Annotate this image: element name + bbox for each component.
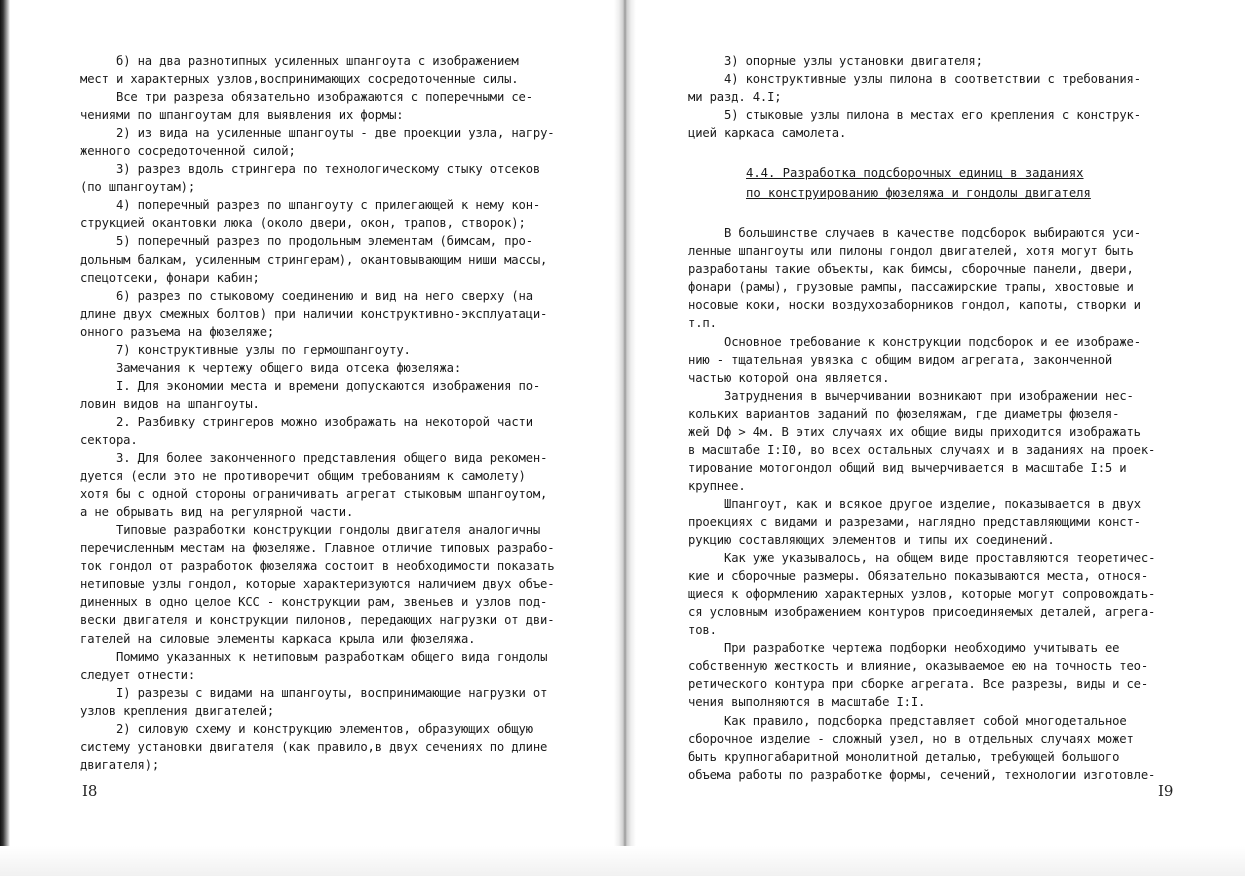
text-line: т.п. bbox=[688, 316, 717, 331]
right-page bbox=[688, 52, 1178, 784]
text-line: ми разд. 4.I; bbox=[688, 90, 782, 105]
text-line: спецотсеки, фонари кабин; bbox=[80, 270, 260, 285]
text-line: жей Dф > 4м. В этих случаях их общие виды приходится изображать bbox=[688, 424, 1141, 439]
text-line: собственную жесткость и влияние, оказываемое ею на точность тео- bbox=[688, 659, 1148, 674]
text-line: двигателя); bbox=[80, 757, 160, 772]
text-line: Как уже указывалось, на общем виде проставляются теоретичес- bbox=[724, 551, 1156, 566]
text-line: частью которой она является. bbox=[688, 370, 890, 385]
text-line: ся условным изображением контуров присоединяемых деталей, агрега- bbox=[688, 605, 1156, 620]
text-line: б) на два разнотипных усиленных шпангоута с изображением bbox=[116, 54, 519, 68]
text-line: разработаны такие объекты, как бимсы, сборочные панели, двери, bbox=[688, 262, 1134, 277]
text-line: в масштабе I:I0, во всех остальных случаях и в заданиях на проек- bbox=[688, 442, 1156, 457]
text-line: длине двух смежных болтов) при наличии конструктивно-эксплуатаци- bbox=[80, 306, 548, 321]
text-line: ленные шпангоуты или пилоны гондол двигателей, хотя могут быть bbox=[688, 244, 1134, 259]
page-bottom-shadow bbox=[0, 846, 1245, 876]
text-line: В большинстве случаев в качестве подсборок выбираются уси- bbox=[724, 226, 1141, 241]
text-line: 7) конструктивные узлы по гермошпангоуту. bbox=[116, 342, 411, 357]
text-line: крупнее. bbox=[688, 478, 746, 493]
text-line: дуется (если это не противоречит общим требованиям к самолету) bbox=[80, 469, 526, 484]
text-line: (по шпангоутам); bbox=[80, 180, 195, 195]
text-line: струкцией окантовки люка (около двери, окон, трапов, створок); bbox=[80, 216, 526, 231]
section-heading bbox=[688, 164, 1178, 204]
text-line: 2) силовую схему и конструкцию элементов, образующих общую bbox=[116, 721, 533, 736]
text-line: Шпангоут, как и всякое другое изделие, показывается в двух bbox=[724, 496, 1141, 511]
text-line: нетиповые узлы гондол, которые характеризуются наличием двух объе- bbox=[80, 577, 555, 592]
text-line: тов. bbox=[688, 623, 717, 638]
text-line: При разработке чертежа подборки необходимо учитывать ее bbox=[724, 641, 1120, 656]
text-line: 3) опорные узлы установки двигателя; bbox=[724, 54, 983, 68]
text-line: женного сосредоточенной силой; bbox=[80, 144, 296, 159]
text-line: сборочное изделие - сложный узел, но в отдельных случаях может bbox=[688, 731, 1134, 746]
left-page-text bbox=[80, 52, 570, 774]
text-line: ловин видов на шпангоуты. bbox=[80, 396, 260, 411]
text-line: Как правило, подсборка представляет собой многодетальное bbox=[724, 713, 1127, 728]
text-line: цией каркаса самолета. bbox=[688, 126, 847, 141]
text-line: I) разрезы с видами на шпангоуты, воспринимающие нагрузки от bbox=[116, 685, 548, 700]
text-line: дольным балкам, усиленным стрингерам), окантовывающим ниши массы, bbox=[80, 252, 548, 267]
text-line: ретического контура при сборке агрегата. Все разрезы, виды и се- bbox=[688, 677, 1148, 692]
text-line: 2. Разбивку стрингеров можно изображать на некоторой части bbox=[116, 414, 533, 429]
text-line: 3. Для более законченного представления общего вида рекомен- bbox=[116, 451, 548, 466]
text-line: Типовые разработки конструкции гондолы двигателя аналогичны bbox=[116, 523, 541, 538]
text-line: Помимо указанных к нетиповым разработкам общего вида гондолы bbox=[116, 649, 548, 664]
text-line: носовые коки, носки воздухозаборников гондол, капоты, створки и bbox=[688, 298, 1141, 313]
text-line: кие и сборочные размеры. Обязательно показываются места, относя- bbox=[688, 569, 1148, 584]
text-line: мест и характерных узлов,воспринимающих сосредоточенные силы. bbox=[80, 72, 519, 87]
text-line: 4) конструктивные узлы пилона в соответствии с требования- bbox=[724, 72, 1141, 87]
text-line: Основное требование к конструкции подсборок и ее изображе- bbox=[724, 334, 1141, 349]
text-line: а не обрывать вид на регулярной части. bbox=[80, 505, 354, 520]
text-line: 6) разрез по стыковому соединению и вид на него сверху (на bbox=[116, 288, 533, 303]
right-page-list bbox=[688, 52, 1178, 142]
right-page-number: I9 bbox=[1158, 782, 1174, 800]
text-line: тирование мотогондол общий вид вычерчивается в масштабе I:5 и bbox=[688, 460, 1127, 475]
text-line: следует отнести: bbox=[80, 667, 195, 682]
text-line: фонари (рамы), грузовые рампы, пассажирские трапы, хвостовые и bbox=[688, 280, 1134, 295]
binding-edge-left bbox=[0, 0, 10, 876]
text-line: хотя бы с одной стороны ограничивать агрегат стыковым шпангоутом, bbox=[80, 487, 548, 502]
text-line: диненных в одно целое КСС - конструкции рам, звеньев и узлов под- bbox=[80, 595, 548, 610]
text-line: 5) стыковые узлы пилона в местах его крепления с конструк- bbox=[724, 108, 1141, 123]
text-line: онного разъема на фюзеляже; bbox=[80, 324, 275, 339]
book-gutter bbox=[614, 0, 636, 876]
section-heading-line-2: по конструированию фюзеляжа и гондолы двигателя bbox=[746, 186, 1091, 201]
text-line: узлов крепления двигателей; bbox=[80, 703, 275, 718]
text-line: 3) разрез вдоль стрингера по технологическому стыку отсеков bbox=[116, 162, 541, 177]
text-line: 4) поперечный разрез по шпангоуту с прилегающей к нему кон- bbox=[116, 198, 541, 213]
text-line: нию - тщательная увязка с общим видом агрегата, законченной bbox=[688, 352, 1113, 367]
text-line: чения выполняются в масштабе I:I. bbox=[688, 695, 926, 710]
text-line: Затруднения в вычерчивании возникают при изображении нес- bbox=[724, 388, 1134, 403]
text-line: Замечания к чертежу общего вида отсека фюзеляжа: bbox=[116, 360, 461, 375]
text-line: быть крупногабаритной монолитной деталью, требующей большого bbox=[688, 749, 1120, 764]
text-line: вески двигателя и конструкции пилонов, передающих нагрузки от дви- bbox=[80, 613, 555, 628]
left-page bbox=[80, 52, 570, 774]
text-line: ток гондол от разработок фюзеляжа состоит в необходимости показать bbox=[80, 559, 555, 574]
text-line: I. Для экономии места и времени допускаются изображения по- bbox=[116, 378, 541, 393]
text-line: 2) из вида на усиленные шпангоуты - две проекции узла, нагру- bbox=[116, 126, 555, 141]
text-line: проекциях с видами и разрезами, наглядно представляющими конст- bbox=[688, 514, 1141, 529]
text-line: щиеся к оформлению характерных узлов, которые могут сопровождать- bbox=[688, 587, 1156, 602]
text-line: Все три разреза обязательно изображаются с поперечными се- bbox=[116, 90, 533, 105]
text-line: рукцию составляющих элементов и типы их соединений. bbox=[688, 533, 1055, 548]
text-line: чениями по шпангоутам для выявления их формы: bbox=[80, 108, 404, 123]
text-line: гателей на силовые элементы каркаса крыла или фюзеляжа. bbox=[80, 631, 476, 646]
right-page-text bbox=[688, 224, 1178, 783]
text-line: объема работы по разработке формы, сечений, технологии изготовле- bbox=[688, 767, 1156, 782]
text-line: 5) поперечный разрез по продольным элементам (бимсам, про- bbox=[116, 234, 533, 249]
text-line: перечисленным местам на фюзеляже. Главное отличие типовых разрабо- bbox=[80, 541, 555, 556]
text-line: сектора. bbox=[80, 432, 138, 447]
text-line: систему установки двигателя (как правило,в двух сечениях по длине bbox=[80, 739, 548, 754]
left-page-number: I8 bbox=[82, 782, 98, 800]
section-heading-line-1: 4.4. Разработка подсборочных единиц в заданиях bbox=[746, 166, 1084, 181]
text-line: кольких вариантов заданий по фюзеляжам, где диаметры фюзеля- bbox=[688, 406, 1120, 421]
